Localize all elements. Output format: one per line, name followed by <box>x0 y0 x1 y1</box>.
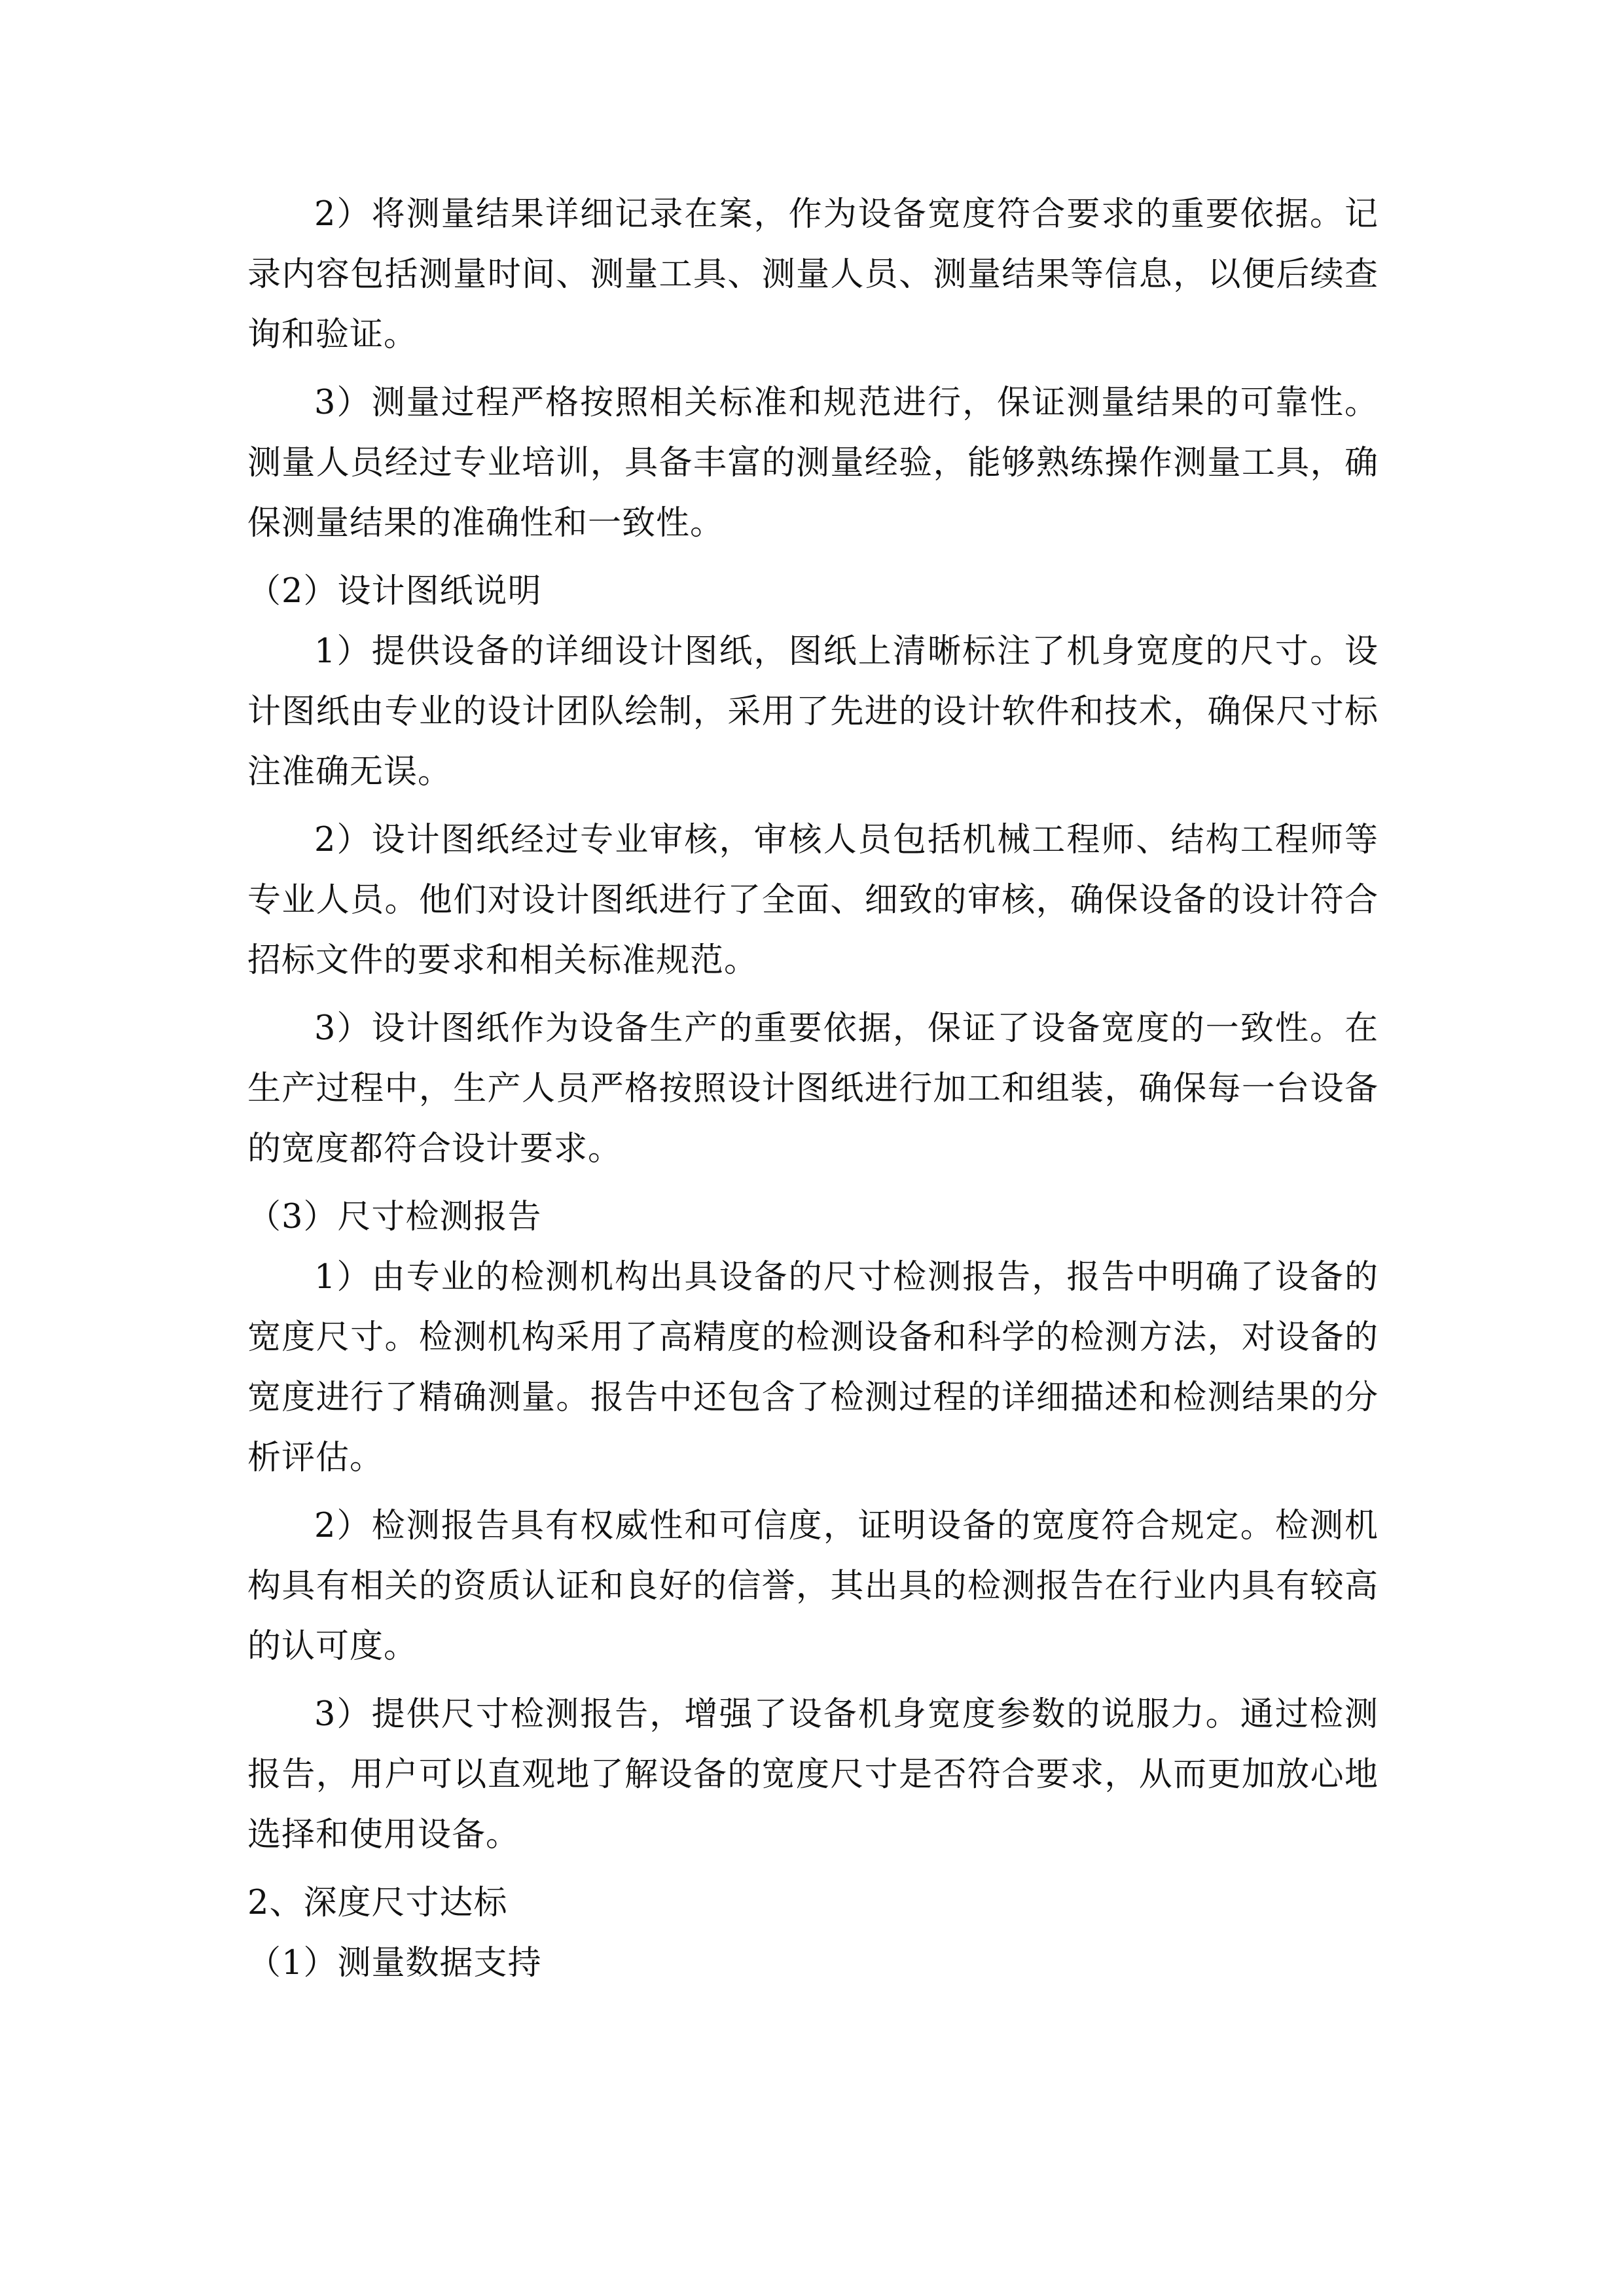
paragraph-report-persuasion: 3）提供尺寸检测报告，增强了设备机身宽度参数的说服力。通过检测报告，用户可以直观地了解设备的宽度尺寸是否符合要求，从而更加放心地选择和使用设备。 <box>247 1695 1379 1854</box>
paragraph-report-issued: 1）由专业的检测机构出具设备的尺寸检测报告，报告中明确了设备的宽度尺寸。检测机构采用了高精度的检测设备和科学的检测方法，对设备的宽度进行了精确测量。报告中还包含了检测过程的详细描述和检测结果的分析评估。 <box>247 1258 1379 1477</box>
section-heading-depth: 2、深度尺寸达标 <box>247 1884 508 1922</box>
section-heading-measurement-data: （1）测量数据支持 <box>247 1944 542 1982</box>
section-heading-design-drawings: （2）设计图纸说明 <box>247 572 542 611</box>
paragraph-report-authority: 2）检测报告具有权威性和可信度，证明设备的宽度符合规定。检测机构具有相关的资质认证和良好的信誉，其出具的检测报告在行业内具有较高的认可度。 <box>247 1507 1379 1666</box>
document-body <box>247 185 1379 1994</box>
paragraph-drawings-review: 2）设计图纸经过专业审核，审核人员包括机械工程师、结构工程师等专业人员。他们对设计图纸进行了全面、细致的审核，确保设备的设计符合招标文件的要求和相关标准规范。 <box>247 821 1379 980</box>
paragraph-width-record: 2）将测量结果详细记录在案，作为设备宽度符合要求的重要依据。记录内容包括测量时间、测量工具、测量人员、测量结果等信息，以便后续查询和验证。 <box>247 195 1379 354</box>
paragraph-drawings-basis: 3）设计图纸作为设备生产的重要依据，保证了设备宽度的一致性。在生产过程中，生产人员严格按照设计图纸进行加工和组装，确保每一台设备的宽度都符合设计要求。 <box>247 1009 1379 1168</box>
section-heading-inspection-report: （3）尺寸检测报告 <box>247 1198 542 1236</box>
paragraph-width-process: 3）测量过程严格按照相关标准和规范进行，保证测量结果的可靠性。测量人员经过专业培训，具备丰富的测量经验，能够熟练操作测量工具，确保测量结果的准确性和一致性。 <box>247 384 1379 543</box>
paragraph-drawings-provided: 1）提供设备的详细设计图纸，图纸上清晰标注了机身宽度的尺寸。设计图纸由专业的设计团队绘制，采用了先进的设计软件和技术，确保尺寸标注准确无误。 <box>247 632 1379 791</box>
